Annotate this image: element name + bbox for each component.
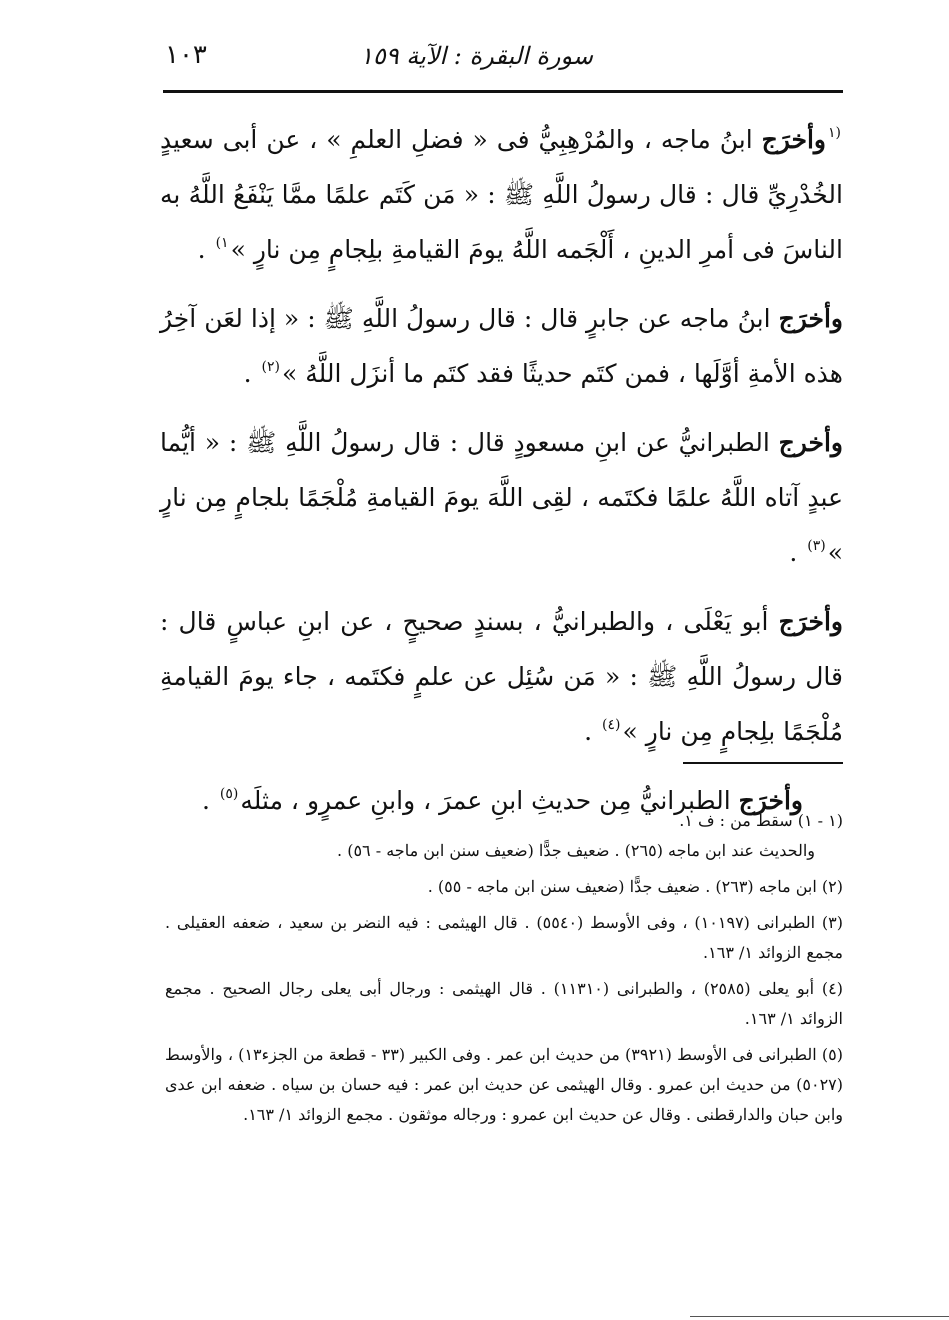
paragraph-tail: .: [197, 235, 214, 264]
paragraph-text: الطبرانيُّ مِن حديثِ ابنِ عمرَ ، وابنِ عمرٍو ، مثلَه: [240, 786, 739, 815]
paragraph-lead: وأخرَج: [778, 304, 843, 333]
main-text: [160, 112, 843, 842]
paragraph-lead: وأخرَج: [738, 786, 803, 815]
paragraph-text: ابنُ ماجه عن جابرٍ قال : قال رسولُ اللَّهِ ﷺ : « إذا لعَن آخِرُ هذه الأمةِ أوَّلَها ، فمن كتَم حديثًا فقد كتَم ما أنزَل اللَّهُ »: [160, 304, 843, 388]
header-rule: [163, 90, 843, 93]
paragraph-2: [160, 291, 843, 401]
footnote-separator: [683, 762, 843, 764]
bottom-edge-line: [690, 1316, 949, 1317]
page-header: [165, 40, 843, 84]
paragraph-lead: وأخرَج: [778, 607, 843, 636]
paragraph-text: أبو يَعْلَى ، والطبرانيُّ ، بسندٍ صحيحٍ ، عن ابنِ عباسٍ قال : قال رسولُ اللَّهِ ﷺ : « مَن سُئِل عن علمٍ فكتَمه ، جاء يومَ القيامةِ مُلْجَمًا بلِجامٍ مِن نارٍ »: [160, 607, 843, 746]
footnotes: [165, 806, 843, 1130]
paragraph-tail: .: [584, 717, 601, 746]
note-mark-close: ١): [215, 235, 229, 251]
page-number: ١٠٣: [165, 40, 207, 70]
footnote-4: (٤) أبو يعلى (٢٥٨٥) ، والطبرانى (١١٣١٠) . قال الهيثمى : ورجال أبى يعلى رجال الصحيح . مجمع الزوائد ١/ ١٦٣.: [165, 979, 843, 1028]
paragraph-text: الطبرانيُّ عن ابنِ مسعودٍ قال : قال رسولُ اللَّهِ ﷺ : « أيُّما عبدٍ آتاه اللَّهُ علمًا فكتَمه ، لقِى اللَّهَ يومَ القيامةِ مُلْجَمًا بلجامٍ مِن نارٍ »: [160, 428, 843, 567]
paragraph-4: [160, 594, 843, 759]
paragraph-1: [160, 112, 843, 277]
running-title: سورة البقرة : الآية ١٥٩: [359, 42, 593, 70]
footnote-ref-4: (٤): [602, 717, 621, 733]
paragraph-lead: وأخرَج: [761, 125, 826, 154]
paragraph-tail: .: [243, 359, 260, 388]
footnote-ref-2: (٢): [261, 359, 280, 375]
footnote-2: (٢) ابن ماجه (٢٦٣) . ضعيف جدًّا (ضعيف سنن ابن ماجه - ٥٥) .: [427, 877, 843, 896]
paragraph-text: ابنُ ماجه ، والمُرْهِبِيُّ فى « فضلِ العلمِ » ، عن أبى سعيدٍ الخُدْرِيِّ قال : قال رسولُ اللَّهِ ﷺ : « مَن كَتَم علمًا ممَّا يَنْفَعُ اللَّهُ به الناسَ فى أمرِ الدينِ ، أَلْجَمه اللَّهُ يومَ القيامةِ بلِجامٍ مِن نارٍ »: [160, 125, 843, 264]
footnote-3: (٣) الطبرانى (١٠١٩٧) ، وفى الأوسط (٥٥٤٠) . قال الهيثمى : فيه النضر بن سعيد ، ضعفه العقيلى . مجمع الزوائد ١/ ١٦٣.: [165, 913, 844, 962]
footnote-ref-3: (٣): [807, 538, 826, 554]
footnote-ref-5: (٥): [219, 786, 239, 802]
footnote-1: (١ - ١) سقط من : ف ١.: [679, 811, 843, 830]
footnote-1-continuation: والحديث عند ابن ماجه (٢٦٥) . ضعيف جدًّا (ضعيف سنن ابن ماجه - ٥٦) .: [337, 841, 815, 860]
footnote-5: (٥) الطبرانى فى الأوسط (٣٩٢١) من حديث ابن عمر . وفى الكبير (٣٣ - قطعة من الجزء١٣) ، والأوسط (٥٠٢٧) من حديث ابن عمرو . وقال الهيثمى عن حديث ابن عمر : فيه حسان بن سياه . ضعفه ابن عدى وابن حبان والدارقطنى . وقال عن حديث ابن عمرو : ورجاله موثقون . مجمع الزوائد ١/ ١٦٣.: [165, 1045, 843, 1124]
note-mark-open: (١: [828, 125, 841, 141]
paragraph-3: [160, 415, 843, 580]
paragraph-lead: وأخرج: [778, 428, 843, 457]
paragraph-tail: .: [789, 538, 806, 567]
paragraph-tail: .: [202, 786, 218, 815]
